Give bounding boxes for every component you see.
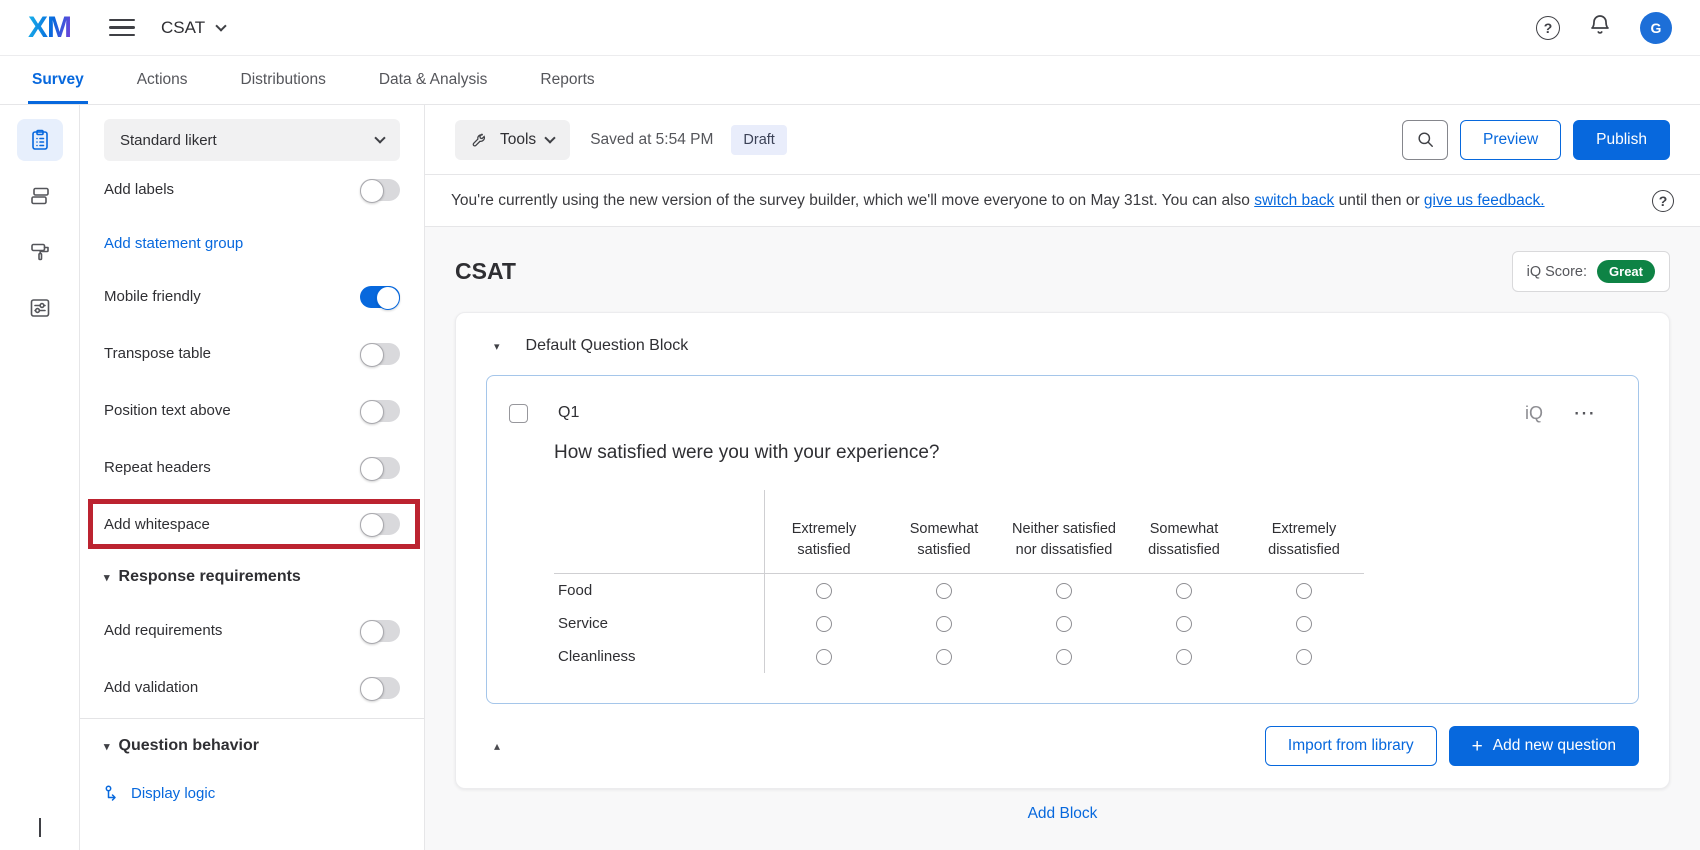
radio-button[interactable] [1056, 583, 1072, 599]
setting-row-repeat-headers [104, 439, 400, 496]
setting-label: Add requirements [104, 622, 223, 639]
search-icon [1416, 130, 1435, 149]
matrix-table [554, 490, 1364, 673]
collapse-triangle-icon: ▾ [104, 571, 110, 584]
radio-button[interactable] [1296, 616, 1312, 632]
draft-status-badge: Draft [731, 125, 786, 155]
primary-nav-tabs [0, 56, 1700, 105]
matrix-column-header[interactable]: Somewhat satisfied [884, 490, 1004, 574]
setting-row-statement-group [104, 218, 400, 268]
chevron-down-icon [215, 20, 226, 31]
radio-button[interactable] [816, 649, 832, 665]
setting-label: Position text above [104, 402, 231, 419]
publish-button[interactable]: Publish [1573, 120, 1670, 160]
setting-row-position-text-above [104, 382, 400, 439]
builder-icon-rail [0, 105, 80, 850]
matrix-column-header[interactable]: Somewhat dissatisfied [1124, 490, 1244, 574]
setting-row-mobile-friendly [104, 268, 400, 325]
display-logic-link[interactable]: Display logic [104, 785, 400, 802]
matrix-row-label[interactable]: Service [558, 615, 609, 632]
position-text-above-toggle[interactable] [360, 400, 400, 422]
section-title: Response requirements [118, 568, 301, 585]
radio-button[interactable] [1296, 649, 1312, 665]
matrix-column-header[interactable]: Extremely satisfied [764, 490, 884, 574]
add-requirements-toggle[interactable] [360, 620, 400, 642]
section-question-behavior[interactable] [104, 721, 400, 771]
setting-row-add-requirements [104, 602, 400, 659]
survey-title: CSAT [455, 258, 516, 284]
question-id: Q1 [558, 404, 580, 421]
transpose-table-toggle[interactable] [360, 343, 400, 365]
import-from-library-button[interactable]: Import from library [1265, 726, 1437, 766]
collapse-block-icon[interactable]: ▾ [494, 340, 500, 353]
question-checkbox[interactable] [509, 404, 528, 423]
notice-help-icon[interactable]: ? [1652, 190, 1674, 212]
add-statement-group-link[interactable]: Add statement group [104, 234, 244, 252]
iq-score-label: iQ Score: [1526, 263, 1588, 280]
setting-label: Add labels [104, 181, 175, 198]
autosave-status: Saved at 5:54 PM [590, 130, 714, 148]
question-menu-icon[interactable]: ⋯ [1573, 400, 1596, 425]
add-block-link[interactable]: Add Block [1027, 805, 1098, 822]
question-type-value: Standard likert [120, 131, 217, 149]
radio-button[interactable] [816, 616, 832, 632]
repeat-headers-toggle[interactable] [360, 457, 400, 479]
setting-row-add-validation [104, 659, 400, 716]
section-title: Question behavior [118, 737, 259, 754]
iq-suggestions-icon[interactable]: iQ [1525, 402, 1543, 423]
survey-options-icon[interactable] [17, 287, 63, 329]
setting-label: Add validation [104, 679, 199, 696]
search-button[interactable] [1402, 120, 1448, 160]
setting-label: Transpose table [104, 345, 212, 362]
new-builder-notice [425, 175, 1700, 227]
radio-button[interactable] [936, 616, 952, 632]
chevron-down-icon [374, 132, 385, 143]
tab-survey[interactable]: Survey [28, 56, 88, 104]
radio-button[interactable] [936, 649, 952, 665]
survey-builder-icon[interactable] [17, 119, 63, 161]
add-whitespace-toggle[interactable] [360, 513, 400, 535]
user-avatar[interactable]: G [1640, 12, 1672, 44]
display-logic-icon [104, 785, 121, 802]
radio-button[interactable] [1176, 649, 1192, 665]
iq-score-badge: Great [1597, 260, 1655, 283]
matrix-column-header[interactable]: Extremely dissatisfied [1244, 490, 1364, 574]
add-labels-toggle[interactable] [360, 179, 400, 201]
setting-label: Add whitespace [104, 515, 210, 533]
iq-score-box [1512, 251, 1670, 292]
collapse-triangle-icon: ▾ [104, 740, 110, 753]
tab-data-analysis[interactable]: Data & Analysis [378, 71, 488, 88]
setting-row-add-whitespace-highlighted [88, 499, 420, 549]
block-title: Default Question Block [525, 337, 689, 354]
setting-row-transpose-table [104, 325, 400, 382]
question-type-select[interactable] [104, 119, 400, 161]
setting-label: Mobile friendly [104, 288, 201, 305]
setting-label: Repeat headers [104, 459, 211, 476]
radio-button[interactable] [1176, 616, 1192, 632]
hamburger-menu-icon[interactable] [109, 19, 135, 37]
plus-icon: + [1471, 735, 1483, 757]
give-feedback-link[interactable]: give us feedback. [1423, 191, 1545, 209]
question-text[interactable]: How satisfied were you with your experience? [554, 442, 940, 463]
top-bar [0, 0, 1700, 56]
tab-actions[interactable]: Actions [136, 71, 188, 88]
matrix-row-label[interactable]: Cleanliness [558, 648, 636, 665]
tab-distributions[interactable]: Distributions [240, 71, 326, 88]
preview-button[interactable]: Preview [1460, 120, 1561, 160]
look-and-feel-icon[interactable] [17, 231, 63, 273]
radio-button[interactable] [816, 583, 832, 599]
radio-button[interactable] [1056, 616, 1072, 632]
radio-button[interactable] [1176, 583, 1192, 599]
matrix-corner-cell [554, 490, 764, 574]
setting-row-add-labels [104, 161, 400, 218]
notifications-bell-icon[interactable] [1588, 13, 1612, 42]
wrench-icon [471, 130, 490, 149]
switch-back-link[interactable]: switch back [1254, 191, 1335, 209]
survey-name: CSAT [161, 17, 206, 37]
survey-canvas [425, 227, 1700, 850]
question-block-card [455, 312, 1670, 789]
survey-name-dropdown[interactable] [161, 18, 225, 38]
chevron-down-icon [545, 132, 556, 143]
expand-rail-chevron[interactable] [39, 818, 41, 836]
radio-button[interactable] [936, 583, 952, 599]
notice-text: until then or [1334, 191, 1424, 209]
section-response-requirements[interactable] [104, 552, 400, 602]
question-card[interactable] [486, 375, 1639, 704]
notice-text: You're currently using the new version of the survey builder, which we'll move everyone to on May 31st. You can also [451, 191, 1255, 209]
add-validation-toggle[interactable] [360, 677, 400, 699]
question-settings-panel [80, 105, 425, 850]
radio-button[interactable] [1056, 649, 1072, 665]
panel-divider [80, 718, 424, 719]
survey-toolbar [425, 105, 1700, 175]
mobile-friendly-toggle[interactable] [360, 286, 400, 308]
collapse-block-up-icon[interactable]: ▴ [494, 739, 501, 753]
add-new-question-button[interactable]: + Add new question [1449, 726, 1639, 766]
xm-logo: XM [28, 10, 71, 44]
matrix-row-label[interactable]: Food [558, 582, 593, 599]
tab-reports[interactable]: Reports [540, 71, 595, 88]
tools-menu-button[interactable]: Tools [455, 120, 570, 160]
radio-button[interactable] [1296, 583, 1312, 599]
survey-flow-icon[interactable] [17, 175, 63, 217]
block-header[interactable] [456, 313, 1669, 367]
help-icon[interactable]: ? [1536, 16, 1560, 40]
matrix-column-header[interactable]: Neither satisfied nor dissatisfied [1004, 490, 1124, 574]
